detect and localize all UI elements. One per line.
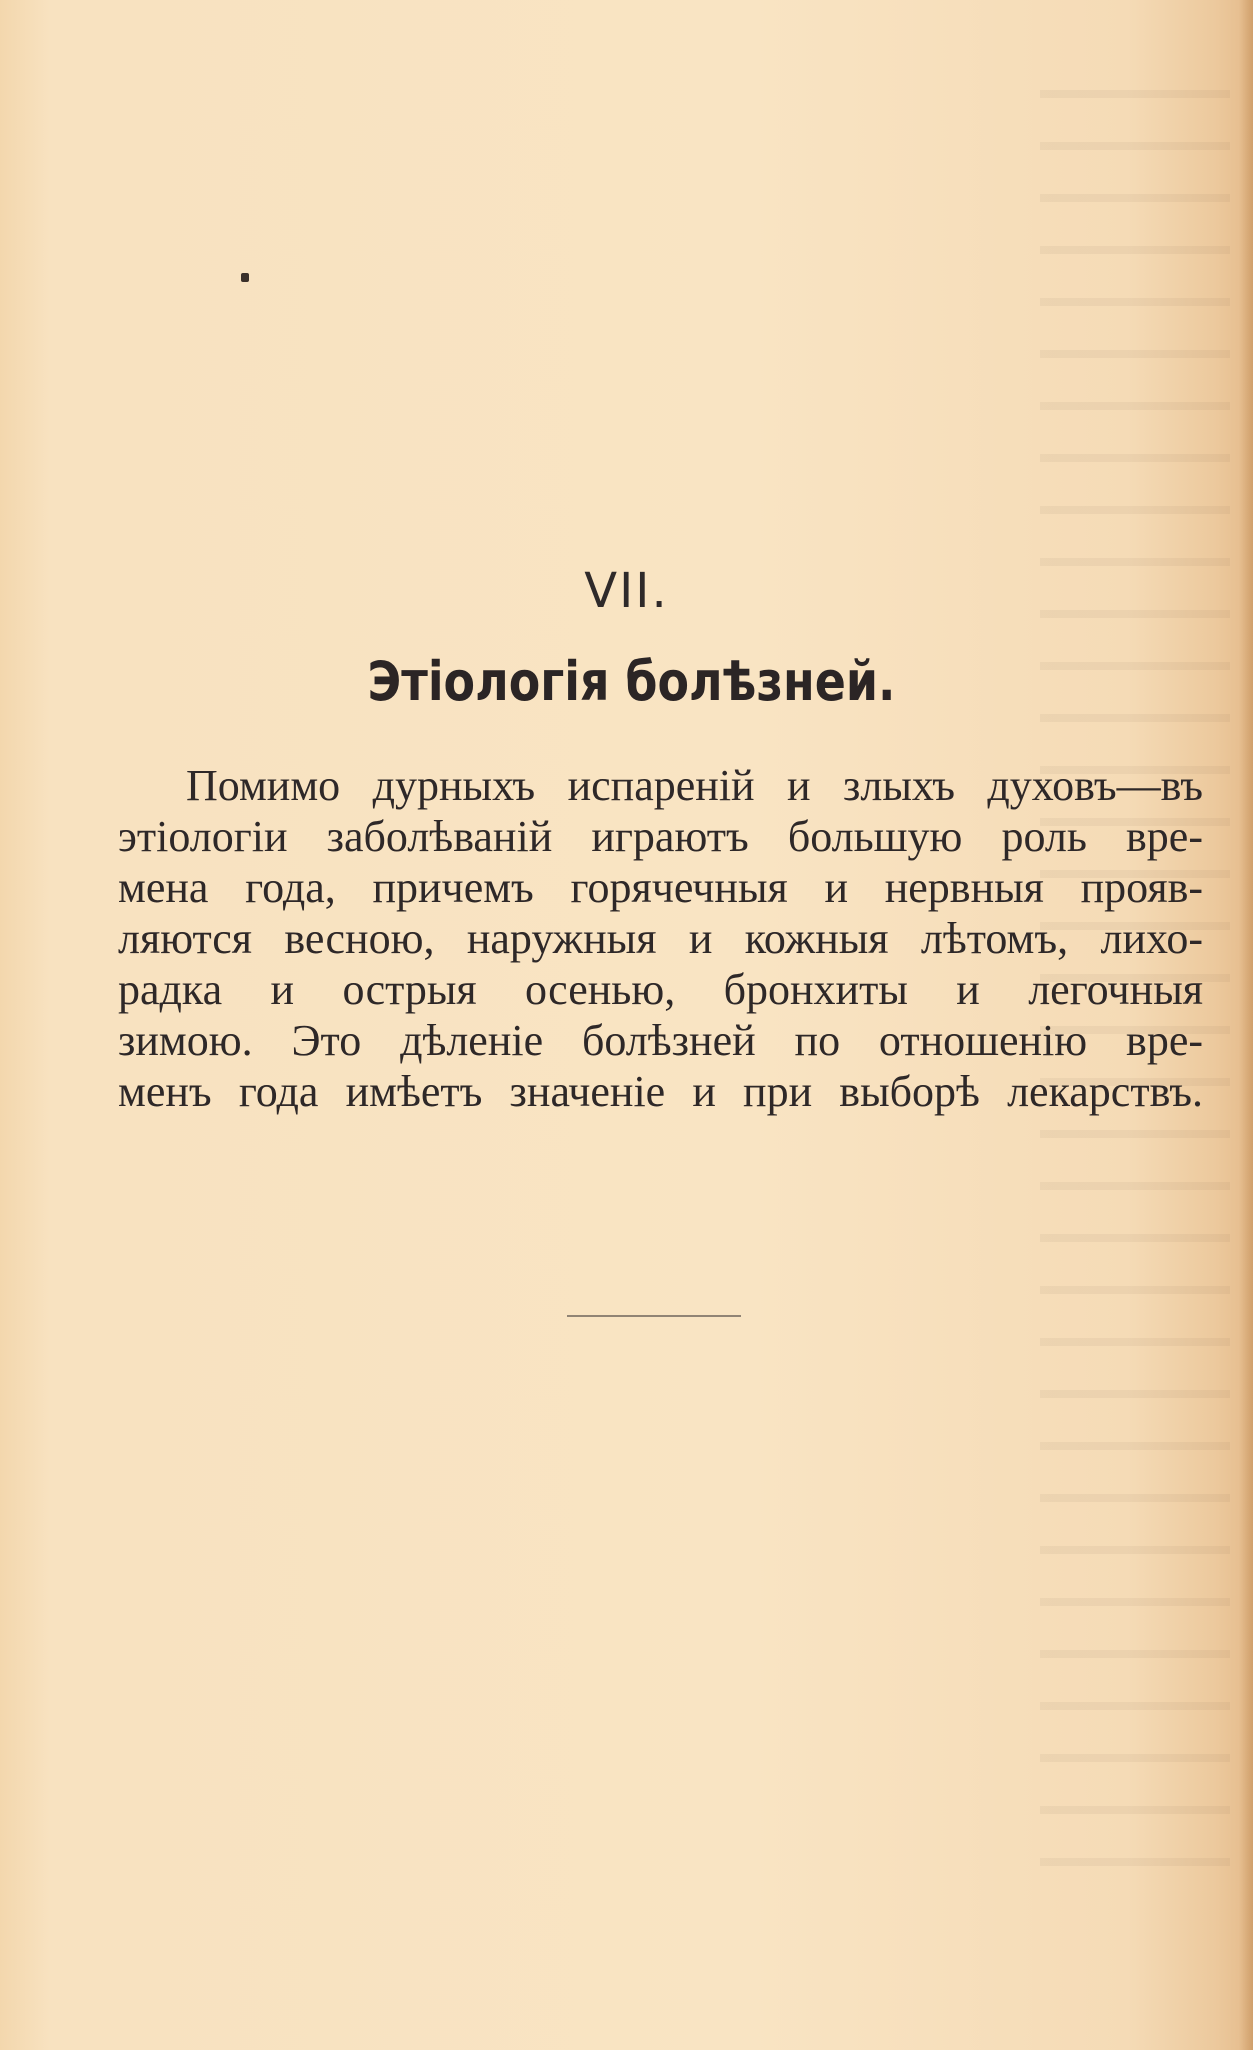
text-line: радка и острыя осенью, бронхиты и легочныя <box>118 965 1203 1014</box>
ink-speck <box>241 273 249 282</box>
text-line: Помимо дурныхъ испареній и злыхъ духовъ—въ <box>186 761 1203 810</box>
chapter-title: Этіологія болѣзней. <box>367 650 896 713</box>
page-edge-shadow <box>1239 0 1253 2050</box>
body-paragraph <box>118 760 1203 1117</box>
text-line: зимою. Это дѣленіе болѣзней по отношенію вре- <box>118 1016 1203 1065</box>
chapter-number: VII. <box>584 563 669 619</box>
text-line: менъ года имѣетъ значеніе и при выборѣ лекарствъ. <box>118 1067 1203 1116</box>
section-divider <box>567 1315 741 1317</box>
text-line: ляются весною, наружныя и кожныя лѣтомъ, лихо- <box>118 914 1203 963</box>
text-line: мена года, причемъ горячечныя и нервныя прояв- <box>118 863 1203 912</box>
text-line: этіологіи заболѣваній играютъ большую роль вре- <box>118 812 1203 861</box>
